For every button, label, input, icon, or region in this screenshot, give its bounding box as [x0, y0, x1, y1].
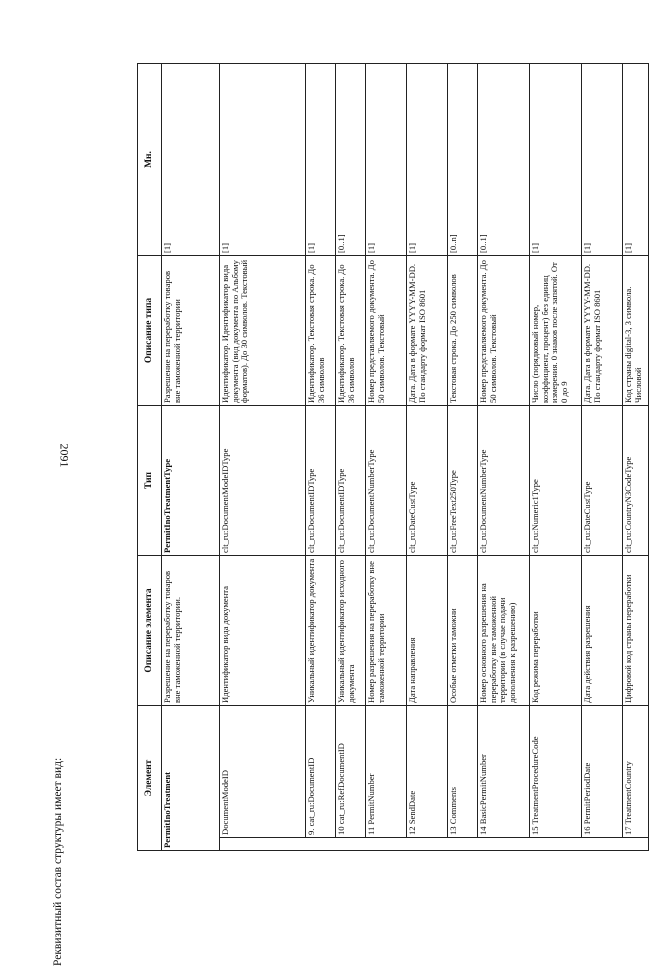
row-name-text: cat_ru:DocumentID: [306, 757, 316, 827]
row-number: 9.: [306, 828, 316, 835]
row-name: [478, 705, 530, 837]
row-name: [530, 705, 582, 837]
row-type-description: Текстовая строка. До 250 символов: [448, 255, 478, 405]
table-row: [530, 63, 582, 850]
row-name: [448, 705, 478, 837]
group-name: PermitInoTreatment: [162, 705, 220, 850]
row-description: Уникальный идентификатор исходного документа: [336, 555, 366, 705]
row-name-text: SendDate: [407, 790, 417, 825]
row-name: [306, 705, 336, 837]
row-number: 13: [448, 826, 458, 835]
row-number: 15: [530, 826, 540, 835]
row-description: Особые отметки таможни: [448, 555, 478, 705]
row-type-description: Число (порядковый номер, коэффициент, процент) без единиц измерения. 0 знаков после запятой. От 0 до 9: [530, 255, 582, 405]
row-multiplicity: [0..1]: [478, 63, 530, 255]
row-name: [623, 705, 649, 837]
row-description: Уникальный идентификатор документа: [306, 555, 336, 705]
header-multiplicity: Мн.: [138, 63, 162, 255]
group-multiplicity: [1]: [162, 63, 220, 255]
row-type: clt_ru:DateCustType: [407, 405, 448, 555]
header-description: Описание элемента: [138, 555, 162, 705]
row-name-text: BasicPermitNumber: [478, 754, 488, 825]
row-type: clt_ru:DocumentIDType: [306, 405, 336, 555]
group-row: [162, 63, 220, 850]
row-name-text: cat_ru:RefDocumentID: [336, 743, 346, 825]
row-name-text: TreatmentProcedureCode: [530, 736, 540, 825]
row-number: 16: [582, 826, 592, 835]
row-type: clt_ru:DocumentIDType: [336, 405, 366, 555]
header-type: Тип: [138, 405, 162, 555]
row-type: clt_ru:DocumentNumberType: [366, 405, 407, 555]
table-row: [623, 63, 649, 850]
requisites-table: [137, 63, 649, 851]
row-type-description: Номер представляемого документа. До 50 символов. Текстовый: [366, 255, 407, 405]
row-description: Номер основного разрешения на переработку вне таможенной территории (в случае подачи дополнения к разрешению): [478, 555, 530, 705]
row-type-description: Код страны digital-3, 3 символа. Числовой: [623, 255, 649, 405]
row-multiplicity: [1]: [366, 63, 407, 255]
table-row: [220, 63, 306, 850]
row-multiplicity: [1]: [220, 63, 306, 255]
group-description: Разрешение на переработку товаров вне таможенной территории.: [162, 555, 220, 705]
table-header-row: [138, 63, 162, 850]
requisites-table-wrapper: [137, 64, 643, 851]
row-number: 17: [623, 826, 633, 835]
row-multiplicity: [1]: [623, 63, 649, 255]
row-name: [366, 705, 407, 837]
table-row: [582, 63, 623, 850]
row-type: clt_ru:DocumentNumberType: [478, 405, 530, 555]
row-description: Дата действия разрешения: [582, 555, 623, 705]
row-number: 12: [407, 826, 417, 835]
row-name: [336, 705, 366, 837]
row-multiplicity: [0..1]: [336, 63, 366, 255]
row-type: clt_ru:CountryN3CodeType: [623, 405, 649, 555]
row-multiplicity: [0..n]: [448, 63, 478, 255]
row-type-description: Идентификатор. Идентификатор вида документа (вид документа по Альбому форматов). До 30 символов. Текстовый: [220, 255, 306, 405]
row-name-text: TreatmentCountry: [623, 761, 633, 825]
row-multiplicity: [1]: [306, 63, 336, 255]
row-type-description: Дата. Дата в формате YYYY-MM-DD. По стандарту формат ISO 8601: [582, 255, 623, 405]
row-multiplicity: [1]: [407, 63, 448, 255]
page-number: 2091: [57, 443, 72, 468]
row-name-text: PermitNumber: [366, 773, 376, 825]
row-description: Номер разрешения на переработку вне таможенной территории: [366, 555, 407, 705]
table-row: [448, 63, 478, 850]
row-number: 11: [366, 826, 376, 835]
row-type: clt_ru:DateCustType: [582, 405, 623, 555]
row-multiplicity: [1]: [530, 63, 582, 255]
table-row: [366, 63, 407, 850]
intro-text: Реквизитный состав структуры имеет вид:: [52, 757, 64, 966]
row-description: Идентификатор вида документа: [220, 555, 306, 705]
row-type-description: Идентификатор. Текстовая строка. До 36 символов: [336, 255, 366, 405]
row-description: Дата направления: [407, 555, 448, 705]
header-element: Элемент: [138, 705, 162, 850]
table-row: [306, 63, 336, 850]
group-type-description: Разрешение на переработку товаров вне таможенной территории: [162, 255, 220, 405]
header-type-description: Описание типа: [138, 255, 162, 405]
row-description: Код режима переработки: [530, 555, 582, 705]
row-description: Цифровой код страны переработки: [623, 555, 649, 705]
row-name-text: PermitPeriodDate: [582, 762, 592, 825]
row-type-description: Номер представляемого документа. До 50 символов. Текстовый: [478, 255, 530, 405]
row-type: clt_ru:Numeric1Type: [530, 405, 582, 555]
row-name-text: Comments: [448, 787, 458, 825]
row-name: [407, 705, 448, 837]
table-row: [407, 63, 448, 850]
row-type-description: Идентификатор. Текстовая строка. До 36 символов: [306, 255, 336, 405]
table-row: [336, 63, 366, 850]
row-type: clt_ru:FreeText250Type: [448, 405, 478, 555]
row-multiplicity: [1]: [582, 63, 623, 255]
group-type: PermitInoTreatmentType: [162, 405, 220, 555]
row-name: DocumentModeID: [220, 705, 306, 837]
row-number: 10: [336, 826, 346, 835]
row-number: 14: [478, 826, 488, 835]
row-type-description: Дата. Дата в формате YYYY-MM-DD. По стандарту формат ISO 8601: [407, 255, 448, 405]
table-row: [478, 63, 530, 850]
row-name: [582, 705, 623, 837]
row-type: clt_ru:DocumentModeIDType: [220, 405, 306, 555]
